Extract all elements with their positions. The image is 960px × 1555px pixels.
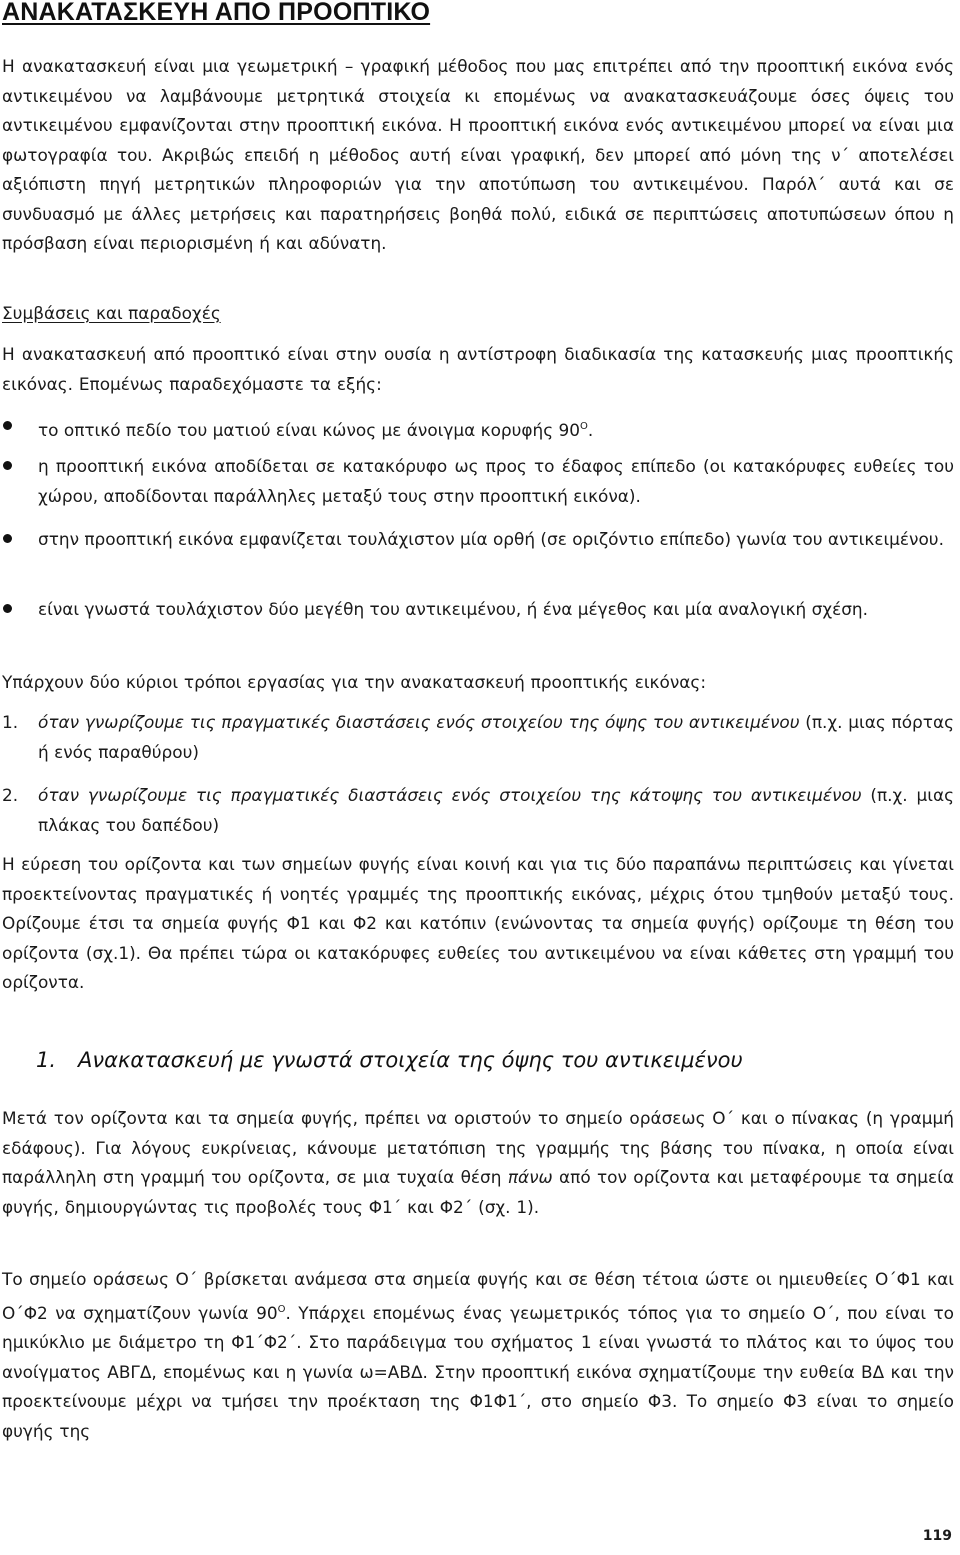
method-text: όταν γνωρίζουμε τις πραγματικές διαστάσεις ενός στοιχείου της κάτοψης του αντικειμένου (π.χ. μιας πλάκας του δαπέδου) (38, 785, 954, 835)
assumption-text: είναι γνωστά τουλάχιστον δύο μεγέθη του αντικειμένου, ή ένα μέγεθος και μία αναλογική σχέση. (38, 599, 868, 619)
method-text: όταν γνωρίζουμε τις πραγματικές διαστάσεις ενός στοιχείου της όψης του αντικειμένου (π.χ. μιας πόρτας ή ενός παραθύρου) (38, 712, 954, 762)
horizon-paragraph: Η εύρεση του ορίζοντα και των σημείων φυγής είναι κοινή και για τις δύο παραπάνω περιπτώσεις και γίνεται προεκτείνοντας πραγματικές ή νοητές γραμμές της προοπτικής εικόνας, μέχρις ότου τμηθούν μεταξύ τους. Ορίζουμε έτσι τα σημεία φυγής Φ1 και Φ2 και κατόπιν (ενώνοντας τα σημεία φυγής) ορίζουμε τη θέση του ορίζοντα (σχ.1). Θα πρέπει τώρα οι κατακόρυφες ευθείες του αντικειμένου να είναι κάθετες στη γραμμή του ορίζοντα. (2, 854, 954, 992)
section-paragraph-1: Μετά τον ορίζοντα και τα σημεία φυγής, πρέπει να οριστούν το σημείο οράσεως Ο΄ και ο πίνακας (η γραμμή εδάφους). Για λόγους ευκρίνειας, κάνουμε μετατόπιση της γραμμής της βάσης του πίνακα, η οποία είναι παράλληλη στη γραμμή του ορίζοντα, σε μια τυχαία θέση πάνω από τον ορίζοντα και μεταφέρουμε τα σημεία φυγής, δημιουργώντας τις προβολές τους Φ1΄ και Φ2΄ (σχ. 1). (2, 1108, 955, 1217)
assumption-text: στην προοπτική εικόνα εμφανίζεται τουλάχιστον μία ορθή (σε οριζόντιο επίπεδο) γωνία του αντικειμένου. (38, 529, 944, 549)
assumption-text: το οπτικό πεδίο του ματιού είναι κώνος με άνοιγμα κορυφής $90^O$. (38, 420, 594, 440)
bullet-icon (3, 461, 12, 470)
conventions-paragraph: Η ανακατασκευή από προοπτικό είναι στην ουσία η αντίστροφη διαδικασία της κατασκευής μιας προοπτικής εικόνας. Επομένως παραδεχόμαστε τα εξής: (2, 344, 954, 394)
section-paragraph-2: Το σημείο οράσεως Ο΄ βρίσκεται ανάμεσα στα σημεία φυγής και σε θέση τέτοια ώστε οι ημιευθείες Ο΄Φ1 και Ο΄Φ2 να σχηματίζουν γωνία $90^O$. Υπάρχει επομένως ένας γεωμετρικός τόπος για το σημείο Ο΄, που είναι το ημικύκλιο με διάμετρο τη Φ1΄Φ2΄. Στο παράδειγμα του σχήματος 1 είναι γνωστά το πλάτος και το ύψος του ανοίγματος ΑΒΓΔ, επομένως και η γωνία ω=ΑΒΔ. Στην προοπτική εικόνα σχηματίζουμε την ευθεία ΒΔ και την προεκτείνουμε μέχρι να τμήσει την προέκταση της Φ1Φ1΄, στο σημείο Φ3. Το σημείο Φ3 είναι το σημείο φυγής της (2, 1269, 955, 1441)
bullet-icon (3, 534, 12, 543)
bullet-icon (3, 421, 12, 430)
method-number: 1. (2, 712, 19, 732)
method-number: 2. (2, 785, 19, 805)
conventions-heading: Συμβάσεις και παραδοχές (2, 303, 221, 323)
methods-intro: Υπάρχουν δύο κύριοι τρόποι εργασίας για την ανακατασκευή προοπτικής εικόνας: (2, 672, 707, 692)
assumption-text: η προοπτική εικόνα αποδίδεται σε κατακόρυφο ως προς το έδαφος επίπεδο (οι κατακόρυφες ευθείες του χώρου, αποδίδονται παράλληλες μεταξύ τους στην προοπτική εικόνα). (38, 456, 954, 506)
section-title: Ανακατασκευή με γνωστά στοιχεία της όψης του αντικειμένου (78, 1048, 743, 1072)
page-number: 119 (922, 1528, 952, 1544)
page-title: ΑΝΑΚΑΤΑΣΚΕΥΗ ΑΠΟ ΠΡΟΟΠΤΙΚΟ (2, 0, 431, 26)
section-heading (36, 1048, 743, 1072)
intro-paragraph: Η ανακατασκευή είναι μια γεωμετρική – γραφική μέθοδος που μας επιτρέπει από την προοπτική εικόνα ενός αντικειμένου να λαμβάνουμε μετρητικά στοιχεία κι επομένως να ανακατασκευάζουμε όσες όψεις του αντικειμένου εμφανίζονται στην προοπτική εικόνα. Η προοπτική εικόνα ενός αντικειμένου μπορεί να είναι μια φωτογραφία του. Ακριβώς επειδή η μέθοδος αυτή είναι γραφική, δεν μπορεί από μόνη της ν΄ αποτελέσει αξιόπιστη πηγή μετρητικών πληροφοριών για την αποτύπωση του αντικειμένου. Παρόλ΄ αυτά και σε συνδυασμό με άλλες μετρήσεις και παρατηρήσεις βοηθά πολύ, ειδικά σε περιπτώσεις αποτυπώσεων όπου η πρόσβαση είναι περιορισμένη ή και αδύνατη. (2, 56, 954, 253)
section-number: 1. (36, 1048, 57, 1072)
bullet-icon (3, 604, 12, 613)
